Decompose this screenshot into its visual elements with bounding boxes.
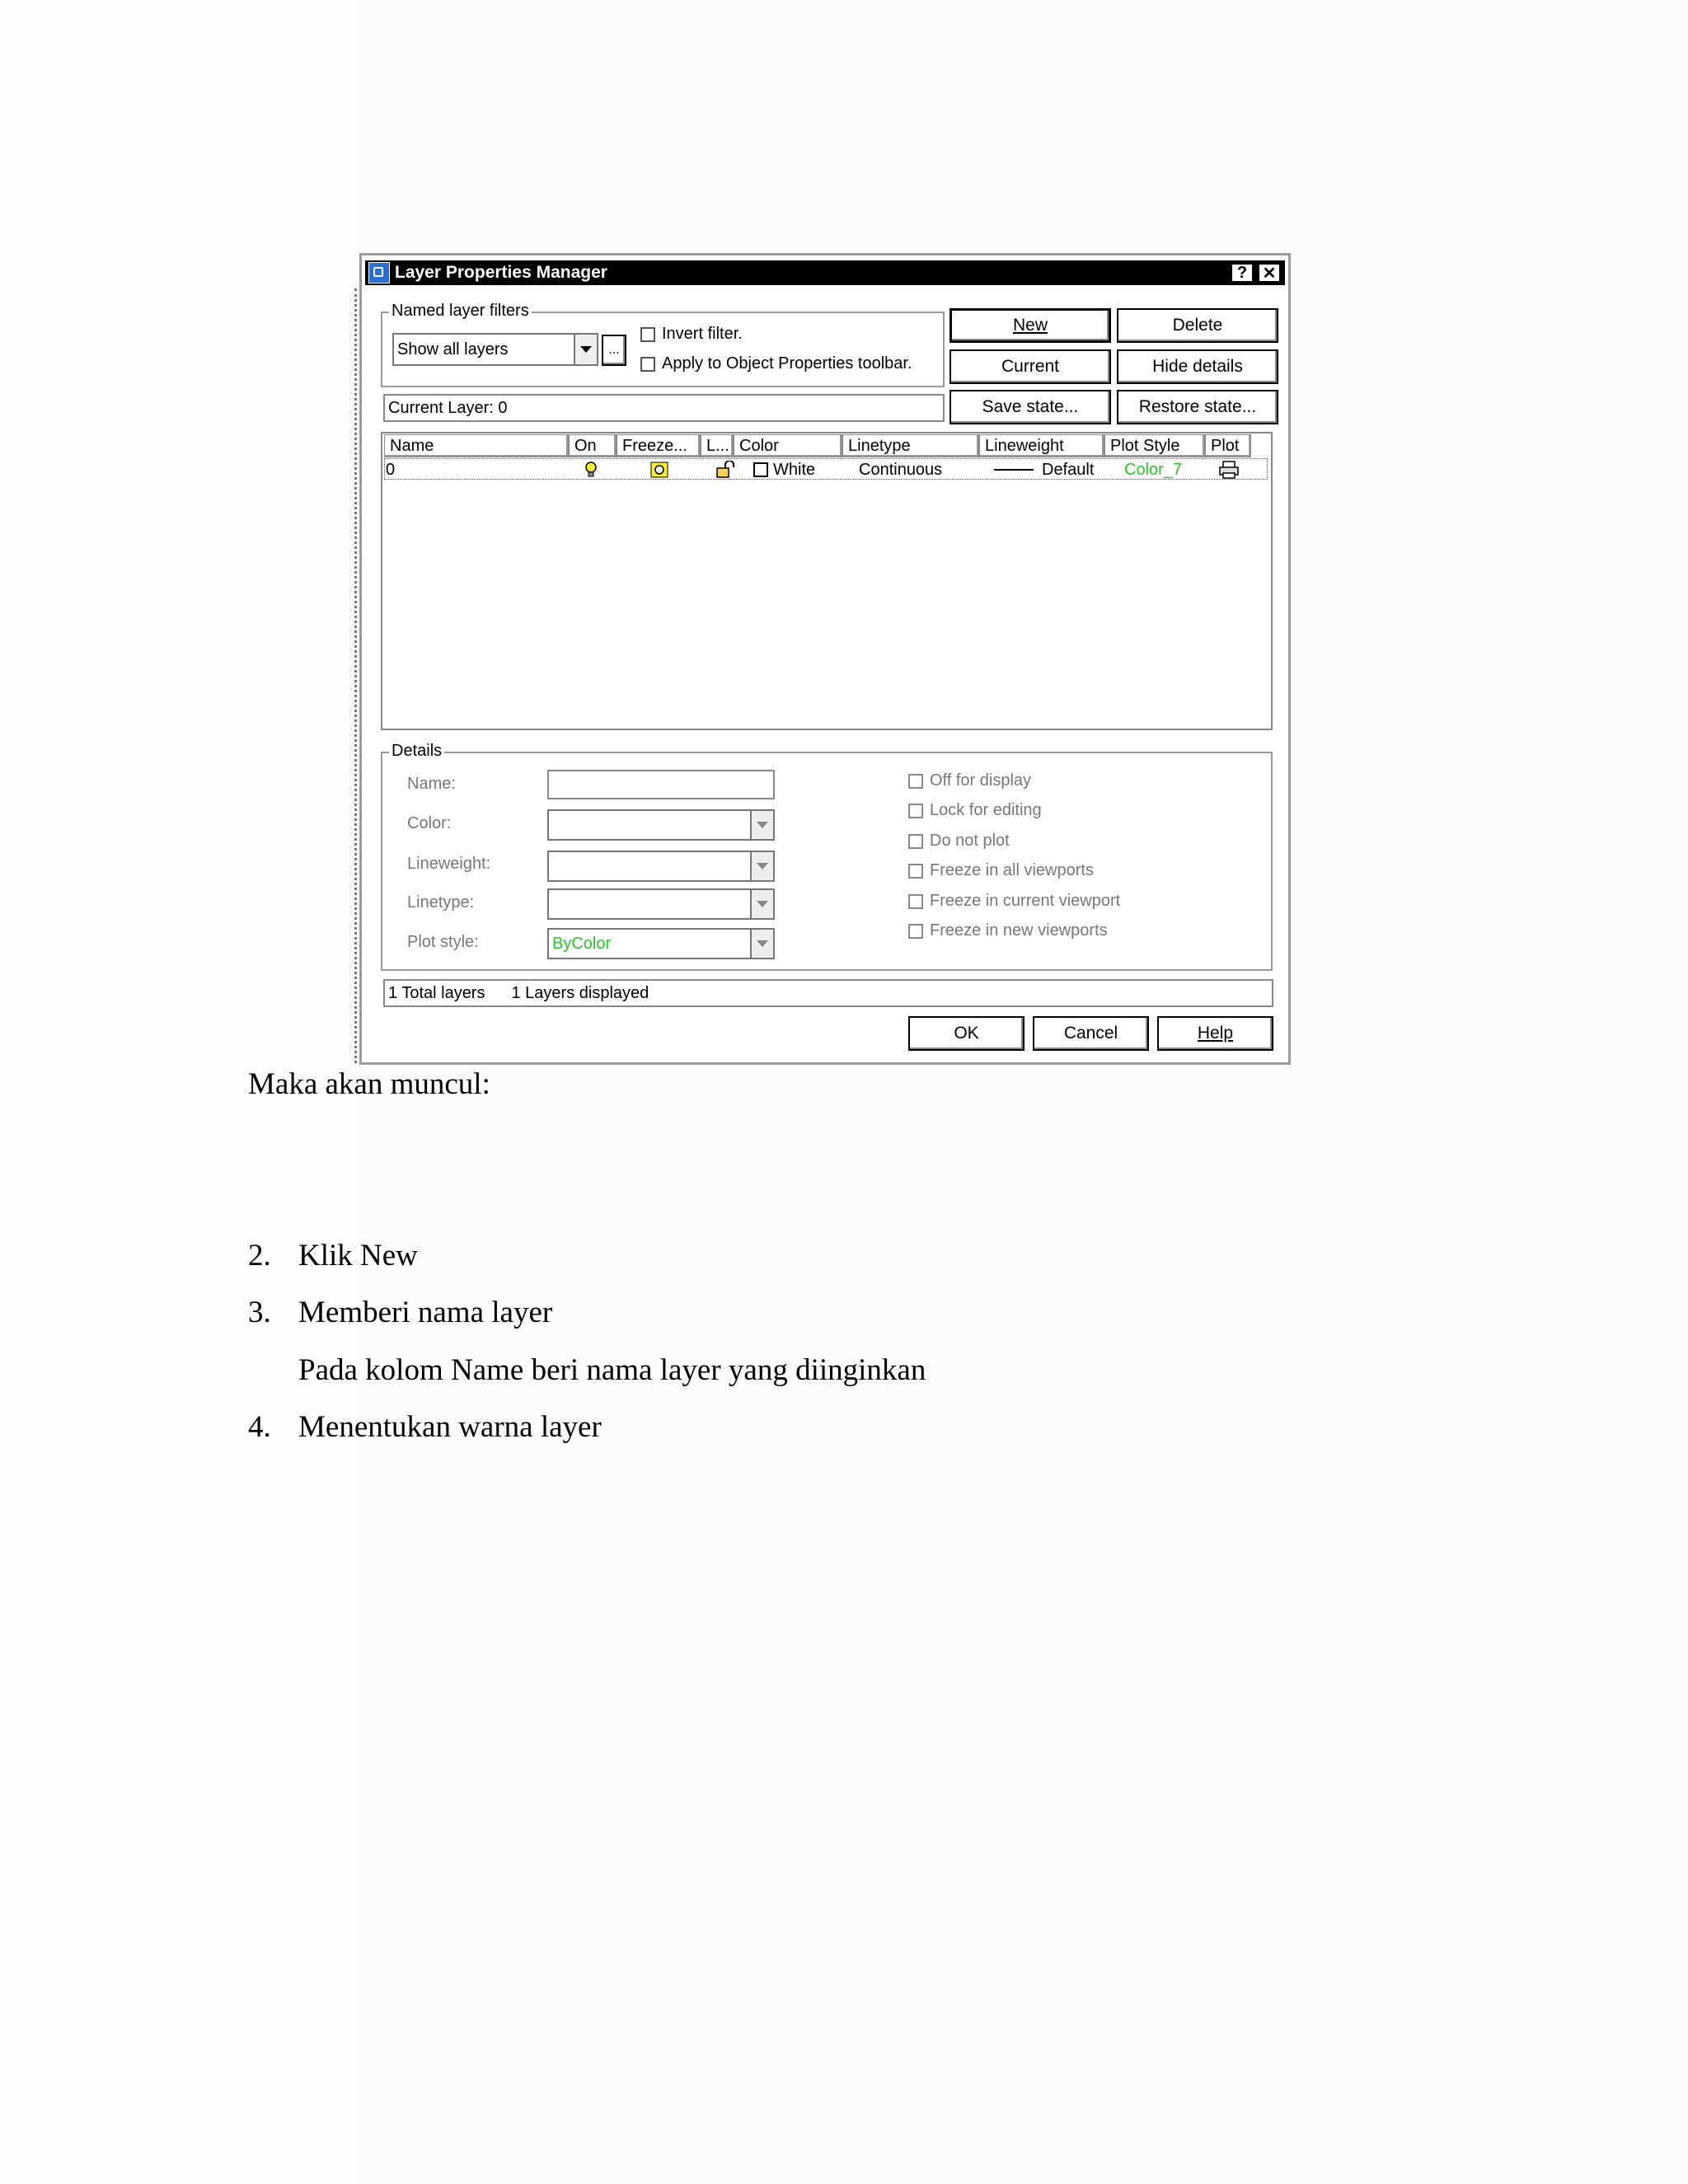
freeze-all-viewports-checkbox[interactable] bbox=[908, 861, 1094, 880]
help-title-button[interactable]: ? bbox=[1231, 263, 1254, 283]
printer-icon[interactable] bbox=[1218, 460, 1240, 480]
layers-displayed-text: 1 Layers displayed bbox=[511, 983, 649, 1002]
chevron-down-icon[interactable] bbox=[750, 811, 773, 839]
step-text: Menentukan warna layer bbox=[298, 1410, 602, 1444]
lineweight-cell[interactable] bbox=[994, 460, 1094, 480]
col-header-linetype[interactable]: Linetype bbox=[842, 434, 979, 457]
col-header-lineweight[interactable]: Lineweight bbox=[979, 434, 1104, 457]
checkbox-box bbox=[908, 774, 923, 789]
filter-selected: Show all layers bbox=[397, 340, 509, 359]
detail-name-input[interactable] bbox=[547, 770, 775, 799]
step-number: 2. bbox=[248, 1239, 271, 1272]
sun-icon[interactable] bbox=[650, 460, 668, 480]
option-label: Off for display bbox=[930, 771, 1032, 790]
detail-linetype-label: Linetype: bbox=[407, 893, 475, 912]
freeze-new-viewports-checkbox[interactable] bbox=[908, 921, 1108, 940]
chevron-down-icon[interactable] bbox=[750, 852, 773, 880]
option-label: Freeze in all viewports bbox=[930, 861, 1094, 879]
col-header-lock[interactable]: L... bbox=[701, 434, 734, 457]
step-number: 3. bbox=[248, 1296, 271, 1329]
chevron-down-icon[interactable] bbox=[574, 335, 597, 364]
detail-color-label: Color: bbox=[407, 814, 452, 832]
invert-filter-label: Invert filter. bbox=[662, 325, 743, 343]
option-label: Freeze in new viewports bbox=[930, 921, 1108, 940]
apply-toolbar-label: Apply to Object Properties toolbar. bbox=[662, 354, 912, 373]
save-state-button[interactable]: Save state... bbox=[950, 390, 1111, 424]
delete-button[interactable]: Delete bbox=[1117, 308, 1278, 343]
hide-details-button[interactable]: Hide details bbox=[1117, 349, 1278, 384]
app-icon bbox=[368, 262, 390, 284]
dialog-title: Layer Properties Manager bbox=[395, 263, 607, 282]
color-swatch bbox=[753, 462, 768, 477]
chevron-down-icon[interactable] bbox=[750, 890, 773, 918]
checkbox-box bbox=[640, 327, 655, 342]
status-bar bbox=[383, 979, 1273, 1007]
detail-lineweight-label: Lineweight: bbox=[407, 855, 491, 873]
checkbox-box bbox=[908, 894, 923, 909]
step-text: Klik New bbox=[298, 1239, 418, 1272]
checkbox-box bbox=[908, 804, 923, 818]
lineweight-value: Default bbox=[1042, 460, 1095, 479]
step-subtext: Pada kolom Name beri nama layer yang diinginkan bbox=[298, 1353, 926, 1387]
layer-properties-dialog bbox=[359, 253, 1291, 1065]
help-button[interactable]: Help bbox=[1157, 1016, 1273, 1051]
col-header-color[interactable]: Color bbox=[734, 434, 842, 457]
lightbulb-icon[interactable] bbox=[584, 460, 598, 480]
restore-state-button[interactable]: Restore state... bbox=[1117, 390, 1278, 424]
col-header-plot-style[interactable]: Plot Style bbox=[1104, 434, 1205, 457]
plot-style-cell: Color_7 bbox=[1124, 460, 1183, 479]
linetype-cell[interactable]: Continuous bbox=[859, 460, 943, 479]
do-not-plot-checkbox[interactable] bbox=[908, 832, 1010, 851]
color-cell[interactable] bbox=[753, 460, 815, 480]
option-label: Lock for editing bbox=[930, 801, 1042, 819]
checkbox-box bbox=[908, 834, 923, 849]
detail-lineweight-select[interactable] bbox=[547, 851, 775, 882]
detail-plot-style-select[interactable] bbox=[547, 928, 775, 959]
unlocked-padlock-icon[interactable] bbox=[715, 460, 735, 480]
col-header-on[interactable]: On bbox=[569, 434, 617, 457]
filters-legend: Named layer filters bbox=[389, 302, 532, 321]
current-layer-field: Current Layer: 0 bbox=[383, 394, 945, 422]
plot-style-value: ByColor bbox=[552, 934, 612, 953]
detail-plot-style-label: Plot style: bbox=[407, 933, 479, 951]
filter-select[interactable] bbox=[392, 333, 598, 366]
layer-name-cell: 0 bbox=[386, 460, 396, 479]
col-header-plot[interactable]: Plot bbox=[1205, 434, 1251, 457]
detail-name-label: Name: bbox=[407, 775, 456, 793]
checkbox-box bbox=[908, 864, 923, 879]
checkbox-box bbox=[640, 357, 655, 372]
option-label: Freeze in current viewport bbox=[930, 892, 1121, 910]
cancel-button[interactable]: Cancel bbox=[1033, 1016, 1149, 1051]
freeze-current-viewport-checkbox[interactable] bbox=[908, 892, 1120, 911]
detail-linetype-select[interactable] bbox=[547, 888, 775, 920]
new-button[interactable]: New bbox=[950, 308, 1111, 343]
current-button[interactable]: Current bbox=[950, 349, 1111, 384]
apply-toolbar-checkbox[interactable] bbox=[640, 354, 912, 373]
lock-for-editing-checkbox[interactable] bbox=[908, 801, 1042, 820]
off-for-display-checkbox[interactable] bbox=[908, 771, 1031, 790]
total-layers-text: 1 Total layers bbox=[388, 983, 485, 1002]
details-legend: Details bbox=[389, 742, 444, 761]
checkbox-box bbox=[908, 924, 923, 939]
step-number: 4. bbox=[248, 1410, 271, 1444]
option-label: Do not plot bbox=[930, 832, 1010, 850]
filter-browse-button[interactable]: ... bbox=[602, 335, 626, 366]
caption-text: Maka akan muncul: bbox=[248, 1067, 490, 1101]
title-bar[interactable] bbox=[365, 260, 1285, 285]
col-header-freeze[interactable]: Freeze... bbox=[617, 434, 701, 457]
col-header-name[interactable]: Name bbox=[384, 434, 569, 457]
ok-button[interactable]: OK bbox=[908, 1016, 1025, 1051]
step-text: Memberi nama layer bbox=[298, 1296, 553, 1329]
invert-filter-checkbox[interactable] bbox=[640, 325, 743, 344]
details-group bbox=[381, 742, 1273, 971]
close-icon[interactable]: ✕ bbox=[1258, 263, 1281, 283]
color-value: White bbox=[773, 460, 816, 479]
detail-color-select[interactable] bbox=[547, 809, 775, 841]
named-layer-filters-group bbox=[381, 302, 945, 387]
layer-list[interactable] bbox=[381, 432, 1273, 730]
lineweight-line-icon bbox=[994, 469, 1034, 471]
chevron-down-icon[interactable] bbox=[750, 930, 773, 958]
